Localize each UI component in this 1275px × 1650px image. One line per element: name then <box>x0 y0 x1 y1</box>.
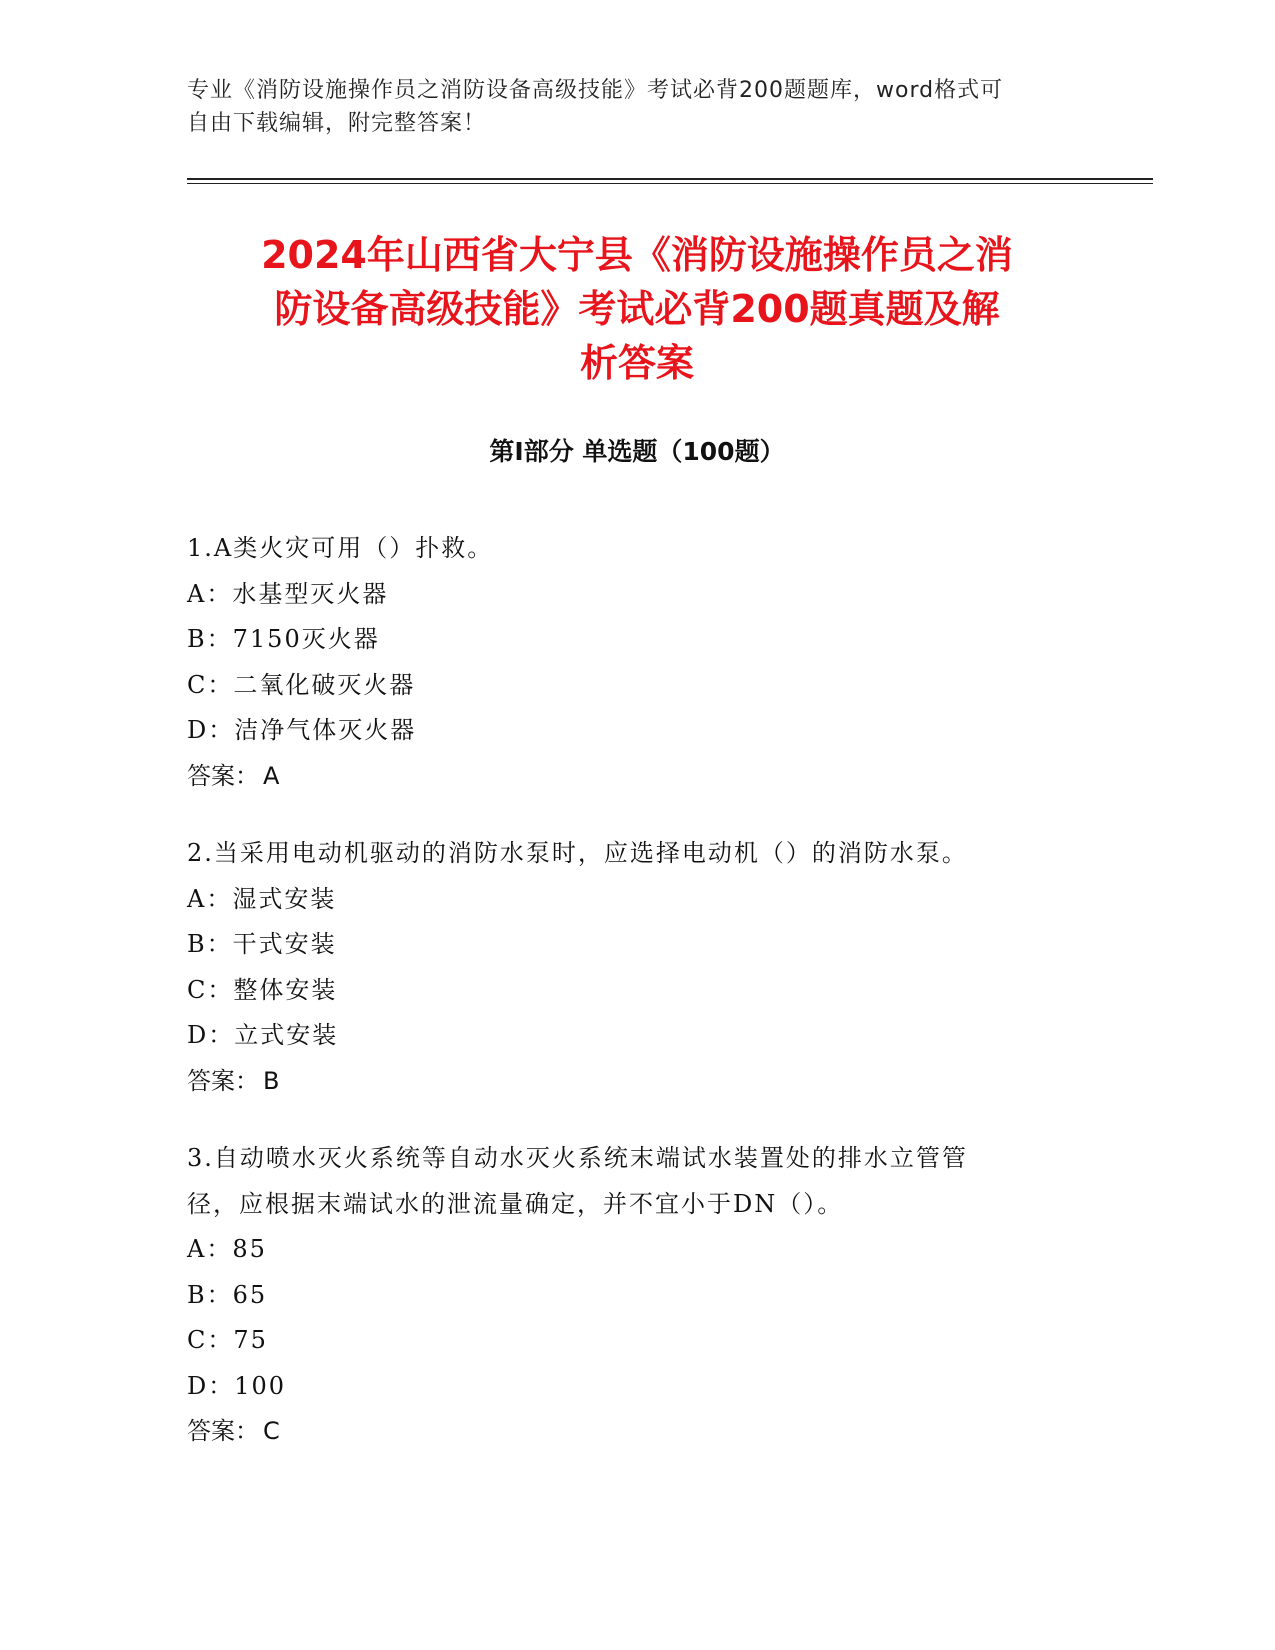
answer-value: C <box>263 1417 280 1445</box>
option-a: A：湿式安装 <box>187 884 337 913</box>
question-2 <box>187 831 1067 1104</box>
option-b: B：65 <box>187 1280 268 1309</box>
document-title-line-3: 析答案 <box>579 341 694 385</box>
option-d: D：洁净气体灭火器 <box>187 716 417 744</box>
option-c: C：整体安装 <box>187 975 338 1004</box>
option-d: D：立式安装 <box>187 1021 339 1049</box>
question-1 <box>187 526 1067 799</box>
question-stem: 3.自动喷水灭火系统等自动水灭火系统末端试水装置处的排水立管管 <box>187 1144 968 1172</box>
answer-value: A <box>263 761 280 790</box>
option-b: B：7150灭火器 <box>187 625 380 653</box>
document-title-line-2: 防设备高级技能》考试必背200题真题及解 <box>274 287 1000 331</box>
answer-label: 答案： <box>187 1417 259 1445</box>
header-note <box>187 74 1067 140</box>
document-title <box>187 228 1087 390</box>
question-list <box>187 526 1067 1487</box>
answer-value: B <box>263 1066 280 1095</box>
option-b: B：干式安装 <box>187 930 337 958</box>
answer-line <box>187 1059 1067 1105</box>
option-c: C：75 <box>187 1326 268 1354</box>
option-c: C：二氧化破灭火器 <box>187 670 416 699</box>
header-note-line-1: 专业《消防设施操作员之消防设备高级技能》考试必背200题题库，word格式可 <box>187 78 1004 103</box>
answer-label: 答案： <box>187 1066 259 1095</box>
question-stem: 1.A类火灾可用（）扑救。 <box>187 534 494 562</box>
answer-line <box>187 754 1067 800</box>
option-a: A：水基型灭火器 <box>187 579 389 608</box>
header-divider-thin <box>187 183 1153 184</box>
answer-line <box>187 1409 1067 1455</box>
question-stem: 2.当采用电动机驱动的消防水泵时，应选择电动机（）的消防水泵。 <box>187 839 968 867</box>
header-divider-thick <box>187 178 1153 180</box>
option-a: A：85 <box>187 1235 267 1263</box>
document-title-line-1: 2024年山西省大宁县《消防设施操作员之消 <box>261 233 1013 277</box>
header-note-line-2: 自由下载编辑，附完整答案！ <box>187 111 487 136</box>
question-stem-continued: 径，应根据末端试水的泄流量确定，并不宜小于DN（）。 <box>187 1189 844 1218</box>
section-heading: 第I部分 单选题（100题） <box>489 437 785 466</box>
option-d: D：100 <box>187 1371 287 1400</box>
question-3 <box>187 1136 1067 1455</box>
answer-label: 答案： <box>187 761 259 790</box>
